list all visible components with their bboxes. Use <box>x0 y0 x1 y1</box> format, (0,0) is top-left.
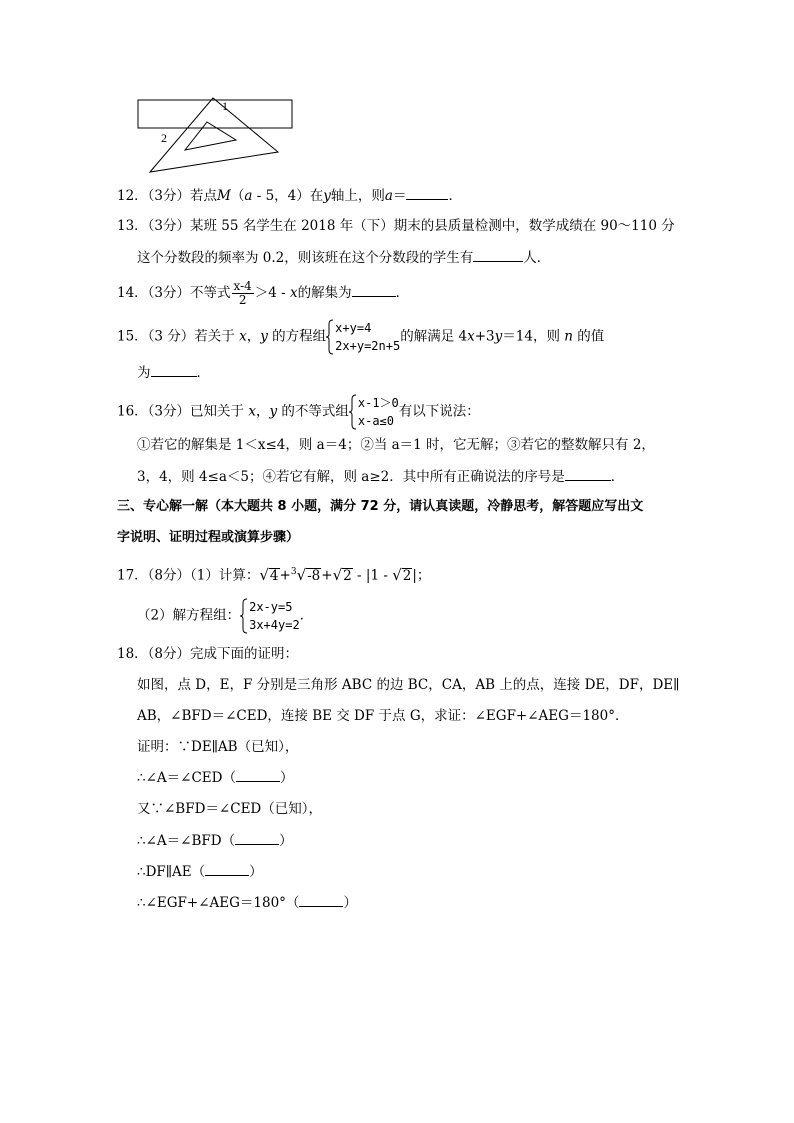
sqrt-icon: √ <box>259 565 269 584</box>
q12-end: ． <box>448 188 462 204</box>
question-14 <box>117 280 409 307</box>
q16-line3-text: 3，4，则 4≤a＜5；④若它有解，则 a≥2．其中所有正确说法的序号是 <box>137 469 565 485</box>
q15-prefix: 15．（3 分）若关于 <box>117 328 240 345</box>
question-15-line1 <box>117 319 604 355</box>
q14-prefix: 14．（3分）不等式 <box>117 285 231 301</box>
step-5-end: ） <box>343 895 357 911</box>
question-16-line2: ①若它的解集是 1＜x≤4，则 a＝4；②当 a＝1 时，它无解；③若它的整数解只有 2， <box>137 437 655 453</box>
q12-eq: ＝ <box>392 188 407 204</box>
q15-comma: ， <box>246 328 261 345</box>
q12-mid: （ <box>230 188 245 204</box>
question-13-line1: 13．（3分）某班 55 名学生在 2018 年（下）期末的县质量检测中，数学成绩在 90～110 分 <box>117 218 675 234</box>
proof-step-2: 又∵∠BFD＝∠CED（已知）， <box>137 801 322 817</box>
equation-1: x+y=4 <box>335 321 372 335</box>
q15-x2: x <box>467 328 475 345</box>
minus-abs: - |1 - <box>352 567 393 584</box>
q16-line3-end: ． <box>610 469 625 485</box>
q15-line2-pre: 为 <box>137 365 151 381</box>
q15-post: 的解满足 4 <box>400 328 468 345</box>
q14-end: ． <box>395 285 410 301</box>
angle-label-1: 1 <box>222 99 228 113</box>
proof-intro: 证明：∵DE∥AB（已知）， <box>137 739 299 755</box>
q16-x: x <box>248 403 256 420</box>
question-12 <box>117 185 462 206</box>
question-18-line3: AB，∠BFD＝∠CED，连接 BE 交 DF 于点 G，求证：∠EGF+∠AEG＝180°． <box>137 708 629 724</box>
q17-p2-end: ． <box>299 607 314 624</box>
question-18-line2: 如图，点 D，E，F 分别是三角形 ABC 的边 BC，CA，AB 上的点，连接 DE，DF，DE∥ <box>137 677 680 693</box>
plus-2: + <box>321 567 333 584</box>
cube-root-index: 3 <box>290 567 297 577</box>
q12-rest: - 5，4）在 <box>252 188 324 204</box>
q12-m: M <box>217 188 231 204</box>
radicand-4: 2 <box>402 567 412 584</box>
q16-comma: ， <box>255 403 270 420</box>
q17-p2-prefix: （2）解方程组： <box>137 607 241 624</box>
question-17-part2 <box>137 598 313 634</box>
question-17-part1 <box>117 562 430 586</box>
q15-plus3: +3 <box>474 328 495 345</box>
q13-line2-end: 人． <box>523 250 551 266</box>
proof-step-3 <box>137 830 293 851</box>
step-3-text: ∴∠A＝∠BFD（ <box>137 833 236 849</box>
inequality-2: x-a≤0 <box>357 414 394 428</box>
section-3-heading-line1: 三、专心解一解（本大题共 8 小题，满分 72 分，请认真读题，冷静思考，解答题应写出文 <box>117 499 644 514</box>
q15-n: n <box>564 328 573 345</box>
answer-blank[interactable] <box>151 362 197 377</box>
q14-tail: 的解集为 <box>297 285 352 301</box>
answer-blank[interactable] <box>205 861 249 876</box>
inequality-1: x-1＞0 <box>357 396 399 410</box>
q16-y: y <box>269 403 278 420</box>
outer-triangle <box>150 98 278 172</box>
answer-blank[interactable] <box>565 466 611 481</box>
answer-blank[interactable] <box>235 830 279 845</box>
inner-triangle <box>185 122 236 150</box>
proof-step-5 <box>137 892 357 913</box>
angle-label-2: 2 <box>161 131 167 145</box>
step-1-end: ） <box>279 770 294 786</box>
inequality-system <box>349 394 399 430</box>
step-4-end: ） <box>249 864 263 880</box>
sqrt-icon: √ <box>332 565 343 584</box>
q15-x: x <box>239 328 247 345</box>
q12-prefix: 12．（3分）若点 <box>117 188 218 204</box>
radicand-1: 4 <box>269 567 279 584</box>
q16-prefix: 16．（3分）已知关于 <box>117 403 249 420</box>
sqrt-icon: √ <box>392 565 402 584</box>
equation-system <box>240 598 300 634</box>
question-16-line3 <box>137 466 624 487</box>
equation-1: 2x-y=5 <box>249 600 293 614</box>
q13-line2-text: 这个分数段的频率为 0.2，则该班在这个分数段的学生有 <box>137 250 474 266</box>
ruler-rectangle <box>138 100 292 128</box>
q16-post: 有以下说法： <box>398 403 480 420</box>
q15-line2-end: ． <box>196 365 210 381</box>
q17-end: |； <box>412 567 431 584</box>
q15-y: y <box>260 328 268 345</box>
step-5-text: ∴∠EGF+∠AEG＝180°（ <box>137 895 300 911</box>
q12-y: y <box>323 188 331 204</box>
section-3-heading-line2: 字说明、证明过程或演算步骤） <box>117 530 300 545</box>
fraction-numerator: x-4 <box>233 279 252 293</box>
answer-blank[interactable] <box>473 247 523 262</box>
radicand-2: -8 <box>307 567 321 584</box>
q15-eq: ＝14，则 <box>502 328 565 345</box>
question-16-line1 <box>117 394 480 430</box>
fraction <box>232 280 254 307</box>
answer-blank[interactable] <box>352 282 396 297</box>
equation-2: 3x+4y=2 <box>249 618 300 632</box>
plus-1: + <box>279 567 291 584</box>
answer-blank[interactable] <box>406 185 448 200</box>
proof-step-1 <box>137 767 293 788</box>
q12-a: a <box>244 188 253 204</box>
step-1-text: ∴∠A＝∠CED（ <box>137 770 236 786</box>
equation-2: 2x+y=2n+5 <box>335 339 401 353</box>
step-4-text: ∴DF∥AE（ <box>137 864 206 880</box>
q12-axis: 轴上，则 <box>330 188 385 204</box>
q15-y2: y <box>494 328 503 345</box>
brace-icon <box>349 394 357 430</box>
triangle-ruler-figure <box>130 92 300 174</box>
answer-blank[interactable] <box>299 892 343 907</box>
equation-system <box>326 319 400 355</box>
q16-mid: 的不等式组 <box>277 403 349 420</box>
q15-mid: 的方程组 <box>267 328 327 345</box>
brace-icon <box>240 598 248 634</box>
cube-root-icon: √ <box>296 565 307 584</box>
proof-step-4 <box>137 861 263 882</box>
q12-a2: a <box>384 188 393 204</box>
q14-x: x <box>290 285 298 301</box>
radicand-3: 2 <box>343 567 352 584</box>
question-13-line2 <box>137 247 550 268</box>
q14-gt: ＞4 - <box>254 285 291 301</box>
fraction-denominator: 2 <box>238 293 247 307</box>
answer-blank[interactable] <box>236 767 280 782</box>
brace-icon <box>326 319 334 355</box>
question-18-line1: 18．（8分）完成下面的证明： <box>117 646 299 662</box>
question-15-line2 <box>137 362 210 383</box>
q15-end: 的值 <box>572 328 605 345</box>
step-3-end: ） <box>279 833 293 849</box>
q17-prefix: 17．（8分）（1）计算： <box>117 567 260 584</box>
